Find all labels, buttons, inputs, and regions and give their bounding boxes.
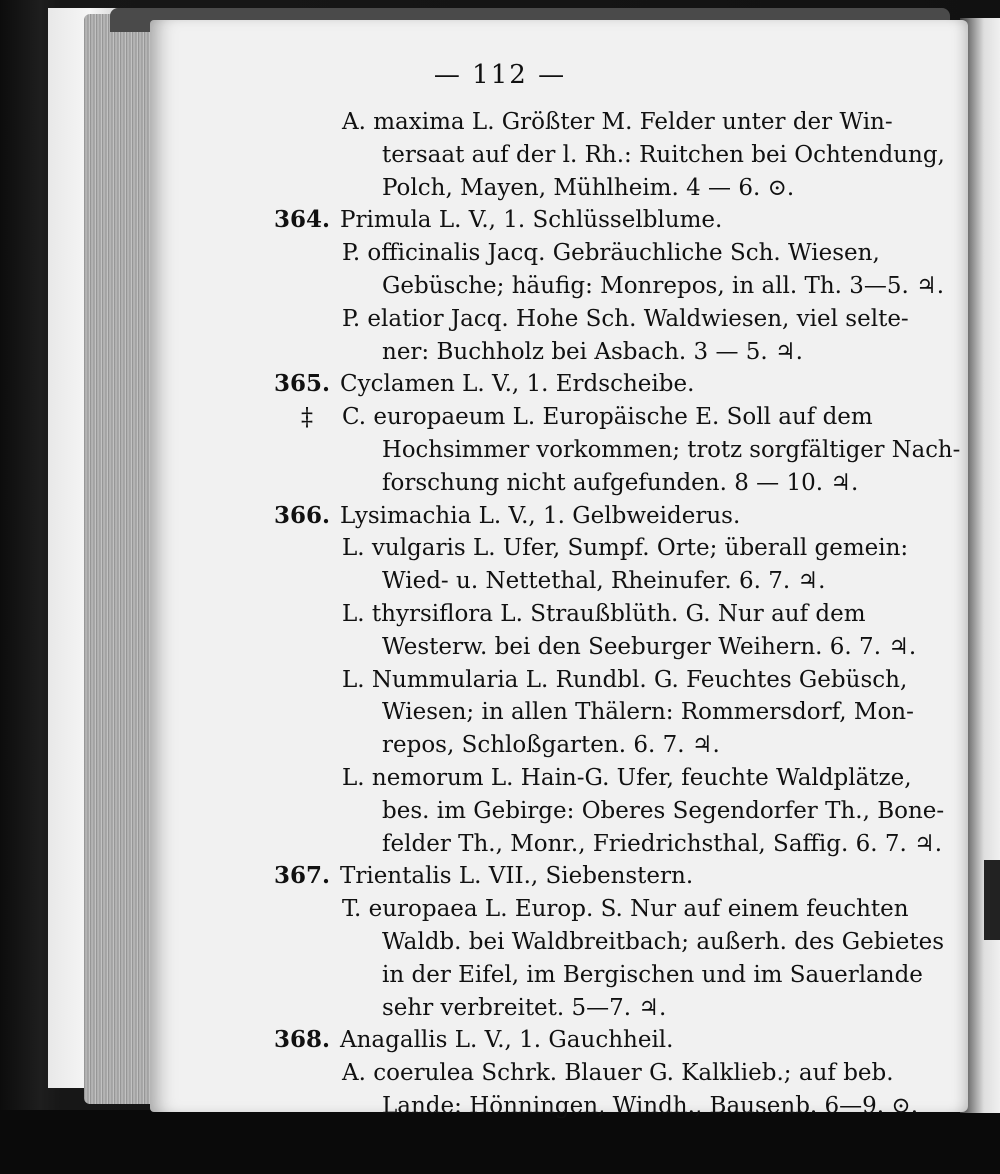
line-text: sehr verbreitet. 5—7. ♃. <box>382 994 667 1021</box>
line-text: Wiesen; in allen Thälern: Rommersdorf, Mon- <box>382 699 914 726</box>
page-text <box>232 106 972 1123</box>
text-line <box>232 1090 972 1123</box>
line-text: A. maxima L. Größter M. Felder unter der Win- <box>342 109 893 135</box>
line-text: forschung nicht aufgefunden. 8 — 10. ♃. <box>382 469 859 496</box>
species-entry <box>232 303 972 336</box>
line-text: felder Th., Monr., Friedrichsthal, Saffig. 6. 7. ♃. <box>382 830 943 857</box>
line-text: tersaat auf der l. Rh.: Ruitchen bei Ochtendung, <box>382 141 945 168</box>
entry-number: 368. <box>273 1026 330 1054</box>
text-line <box>232 959 972 992</box>
species-entry <box>232 532 972 565</box>
text-line <box>232 139 972 172</box>
text-line <box>232 467 972 500</box>
line-text: Primula L. V., 1. Schlüsselblume. <box>340 207 723 234</box>
line-text: P. officinalis Jacq. Gebräuchliche Sch. Wiesen, <box>342 240 880 267</box>
text-line <box>232 729 972 762</box>
double-dagger-mark: ‡ <box>301 403 313 432</box>
species-entry <box>232 762 972 795</box>
text-line <box>232 696 972 729</box>
line-text: bes. im Gebirge: Oberes Segendorfer Th., Bone- <box>382 797 945 824</box>
genus-entry <box>232 500 972 533</box>
text-line <box>232 270 972 303</box>
species-entry <box>232 401 972 434</box>
facing-page-fragment <box>984 860 1000 940</box>
line-text: L. nemorum L. Hain-G. Ufer, feuchte Waldplätze, <box>342 764 912 791</box>
genus-entry <box>232 1024 972 1057</box>
line-text: Hochsimmer vorkommen; trotz sorgfältiger Nach- <box>382 436 961 463</box>
line-text: Westerw. bei den Seeburger Weihern. 6. 7. ♃. <box>382 633 917 660</box>
species-entry <box>232 1057 972 1090</box>
line-text: T. europaea L. Europ. S. Nur auf einem feuchten <box>342 896 909 923</box>
text-line <box>232 795 972 828</box>
species-entry <box>232 893 972 926</box>
species-entry <box>232 237 972 270</box>
line-text: Lande: Hönningen, Windh., Bausenb. 6—9. ⊙. <box>382 1092 919 1119</box>
line-text: C. europaeum L. Europäische E. Soll auf dem <box>342 404 873 431</box>
genus-entry <box>232 204 972 237</box>
genus-entry <box>232 860 972 893</box>
species-entry <box>232 664 972 697</box>
entry-number: 364. <box>273 206 330 234</box>
entry-number: 367. <box>273 862 330 890</box>
entry-number: 365. <box>273 370 330 398</box>
line-text: Wied- u. Nettethal, Rheinufer. 6. 7. ♃. <box>382 568 826 595</box>
text-line <box>232 336 972 369</box>
species-entry <box>232 598 972 631</box>
line-text: Trientalis L. VII., Siebenstern. <box>340 863 694 890</box>
text-line <box>232 992 972 1025</box>
genus-entry <box>232 368 972 401</box>
line-text: repos, Schloßgarten. 6. 7. ♃. <box>382 732 720 759</box>
text-line <box>232 926 972 959</box>
text-line <box>232 172 972 205</box>
line-text: Lysimachia L. V., 1. Gelbweiderus. <box>340 502 741 529</box>
line-text: A. coerulea Schrk. Blauer G. Kalklieb.; auf beb. <box>342 1060 894 1087</box>
line-text: L. thyrsiflora L. Straußblüth. G. Nur auf dem <box>342 600 866 627</box>
text-line <box>232 631 972 664</box>
text-line <box>232 828 972 861</box>
line-text: Anagallis L. V., 1. Gauchheil. <box>340 1027 674 1054</box>
page-number: — 112 — <box>433 60 567 90</box>
line-text: P. elatior Jacq. Hohe Sch. Waldwiesen, viel selte- <box>342 305 909 332</box>
line-text: L. vulgaris L. Ufer, Sumpf. Orte; überall gemein: <box>342 535 909 562</box>
line-text: Waldb. bei Waldbreitbach; außerh. des Gebietes <box>382 928 945 955</box>
text-line <box>232 434 972 467</box>
entry-number: 366. <box>273 501 330 529</box>
species-entry <box>232 106 972 139</box>
line-text: Gebüsche; häufig: Monrepos, in all. Th. 3—5. ♃. <box>382 272 945 299</box>
line-text: Polch, Mayen, Mühlheim. 4 — 6. ⊙. <box>382 174 795 201</box>
line-text: Cyclamen L. V., 1. Erdscheibe. <box>340 371 695 398</box>
line-text: L. Nummularia L. Rundbl. G. Feuchtes Gebüsch, <box>342 666 908 693</box>
line-text: ner: Buchholz bei Asbach. 3 — 5. ♃. <box>382 338 803 365</box>
text-line <box>232 565 972 598</box>
line-text: in der Eifel, im Bergischen und im Sauerlande <box>382 961 923 988</box>
